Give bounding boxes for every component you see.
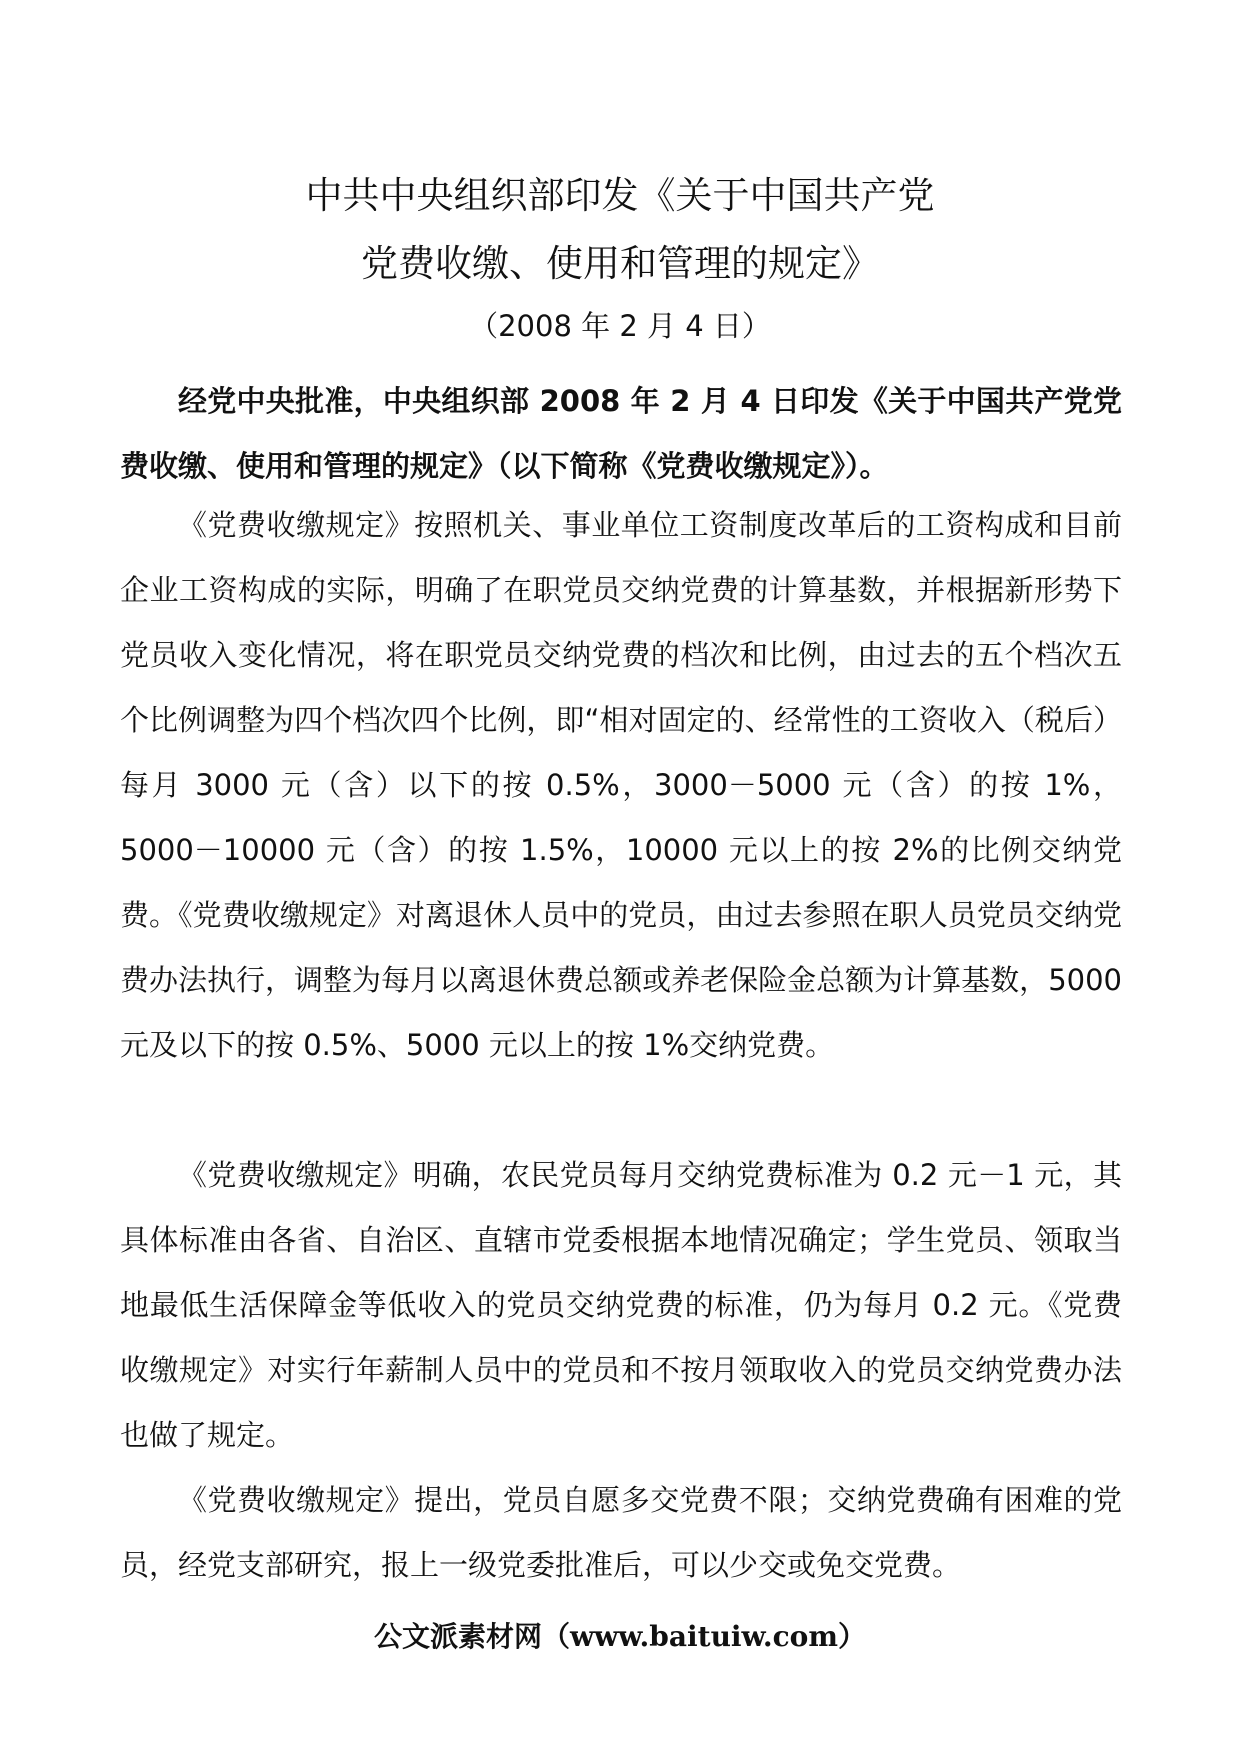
document-date: （2008 年 2 月 4 日） — [469, 309, 771, 343]
lead-paragraph: 经党中央批准，中央组织部 2008 年 2 月 4 日印发《关于中国共产党党费收缴、使用和管理的规定》（以下简称《党费收缴规定》）。 — [120, 384, 1122, 483]
body-paragraph-3: 《党费收缴规定》提出，党员自愿多交党费不限；交纳党费确有困难的党员，经党支部研究，报上一级党委批准后，可以少交或免交党费。 — [120, 1483, 1122, 1582]
footer-source-note: 公文派素材网（www.baituiw.com） — [374, 1620, 866, 1653]
document-title-line-1: 中共中央组织部印发《关于中国共产党 — [305, 174, 935, 217]
body-paragraph-1: 《党费收缴规定》按照机关、事业单位工资制度改革后的工资构成和目前企业工资构成的实际，明确了在职党员交纳党费的计算基数，并根据新形势下党员收入变化情况，将在职党员交纳党费的档次和比例，由过去的五个档次五个比例调整为四个档次四个比例，即“相对固定的、经常性的工资收入（税后）每月 3000 元（含）以下的按 0.5%，3000－5000 元（含）的按 1%，5000－10000 元（含）的按 1.5%，10000 元以上的按 2%的比例交纳党费。《党费收缴规定》对离退休人员中的党员，由过去参照在职人员党员交纳党费办法执行，调整为每月以离退休费总额或养老保险金总额为计算基数，5000 元及以下的按 0.5%、5000 元以上的按 1%交纳党费。 — [120, 508, 1122, 1062]
document-title-line-2: 党费收缴、使用和管理的规定》 — [361, 242, 879, 285]
body-paragraph-2: 《党费收缴规定》明确，农民党员每月交纳党费标准为 0.2 元－1 元，其具体标准由各省、自治区、直辖市党委根据本地情况确定；学生党员、领取当地最低生活保障金等低收入的党员交纳党费的标准，仍为每月 0.2 元。《党费收缴规定》对实行年薪制人员中的党员和不按月领取收入的党员交纳党费办法也做了规定。 — [120, 1158, 1122, 1452]
